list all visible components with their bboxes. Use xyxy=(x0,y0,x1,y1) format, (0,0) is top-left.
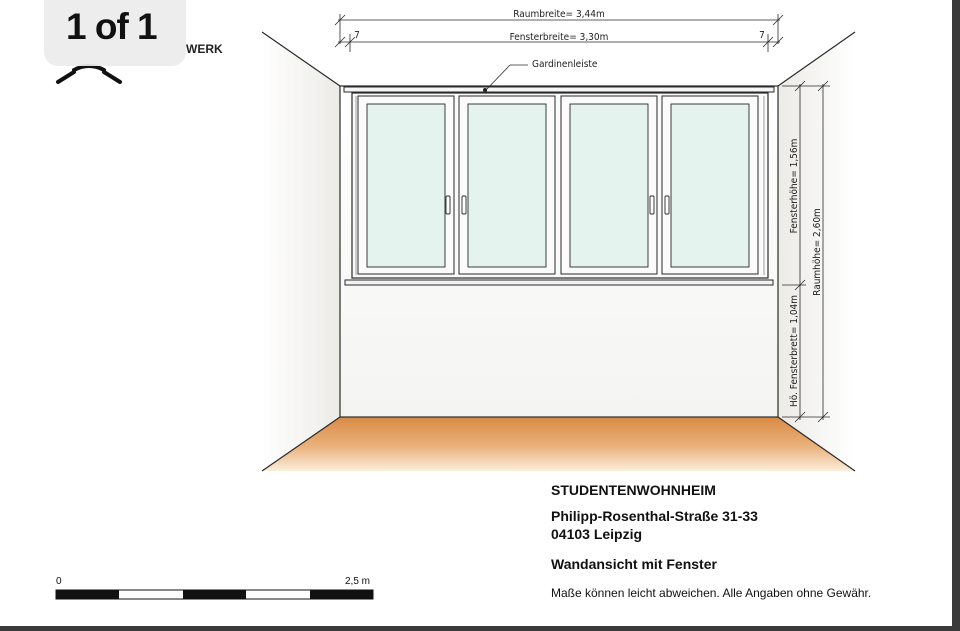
window-handle-icon xyxy=(665,196,669,214)
address-city: 04103 Leipzig xyxy=(551,526,643,542)
room-height-label: Raumhöhe= 2,60m xyxy=(812,208,823,296)
page-indicator: 1 of 1 xyxy=(66,6,157,47)
logo-text: WERK xyxy=(186,42,223,56)
window-height-label: Fensterhöhe= 1,56m xyxy=(789,138,800,234)
viewer-right-border xyxy=(952,0,960,631)
disclaimer: Maße können leicht abweichen. Alle Angaben ohne Gewähr. xyxy=(551,586,872,600)
scale-start-label: 0 xyxy=(56,576,62,587)
building-title: STUDENTENWOHNHEIM xyxy=(551,482,716,498)
glass-pane-2 xyxy=(468,104,546,267)
curtain-rail-marker xyxy=(483,88,487,92)
glass-pane-1 xyxy=(367,104,445,267)
floor xyxy=(262,417,855,471)
left-wall xyxy=(262,32,340,471)
scale-end-label: 2,5 m xyxy=(345,576,371,587)
logo-mark-icon xyxy=(58,66,120,82)
curtain-rail xyxy=(344,87,774,92)
window-handle-icon xyxy=(650,196,654,214)
sill-height-label: Hö. Fensterbrett= 1,04m xyxy=(789,294,800,408)
curtain-rail-label: Gardinenleiste xyxy=(532,59,598,70)
view-title: Wandansicht mit Fenster xyxy=(551,556,717,572)
address-street: Philipp-Rosenthal-Straße 31-33 xyxy=(551,508,758,524)
glass-pane-3 xyxy=(570,104,648,267)
window-handle-icon xyxy=(462,196,466,214)
window-handle-icon xyxy=(446,196,450,214)
glass-pane-4 xyxy=(671,104,749,267)
offset-left-label: 7 xyxy=(354,30,360,41)
room-width-label: Raumbreite= 3,44m xyxy=(513,9,605,20)
viewer-bottom-border xyxy=(0,626,960,631)
window-width-label: Fensterbreite= 3,30m xyxy=(509,32,609,43)
window xyxy=(345,93,773,285)
window-sill xyxy=(345,280,773,285)
offset-right-label: 7 xyxy=(759,30,765,41)
scale-bar xyxy=(56,590,373,599)
